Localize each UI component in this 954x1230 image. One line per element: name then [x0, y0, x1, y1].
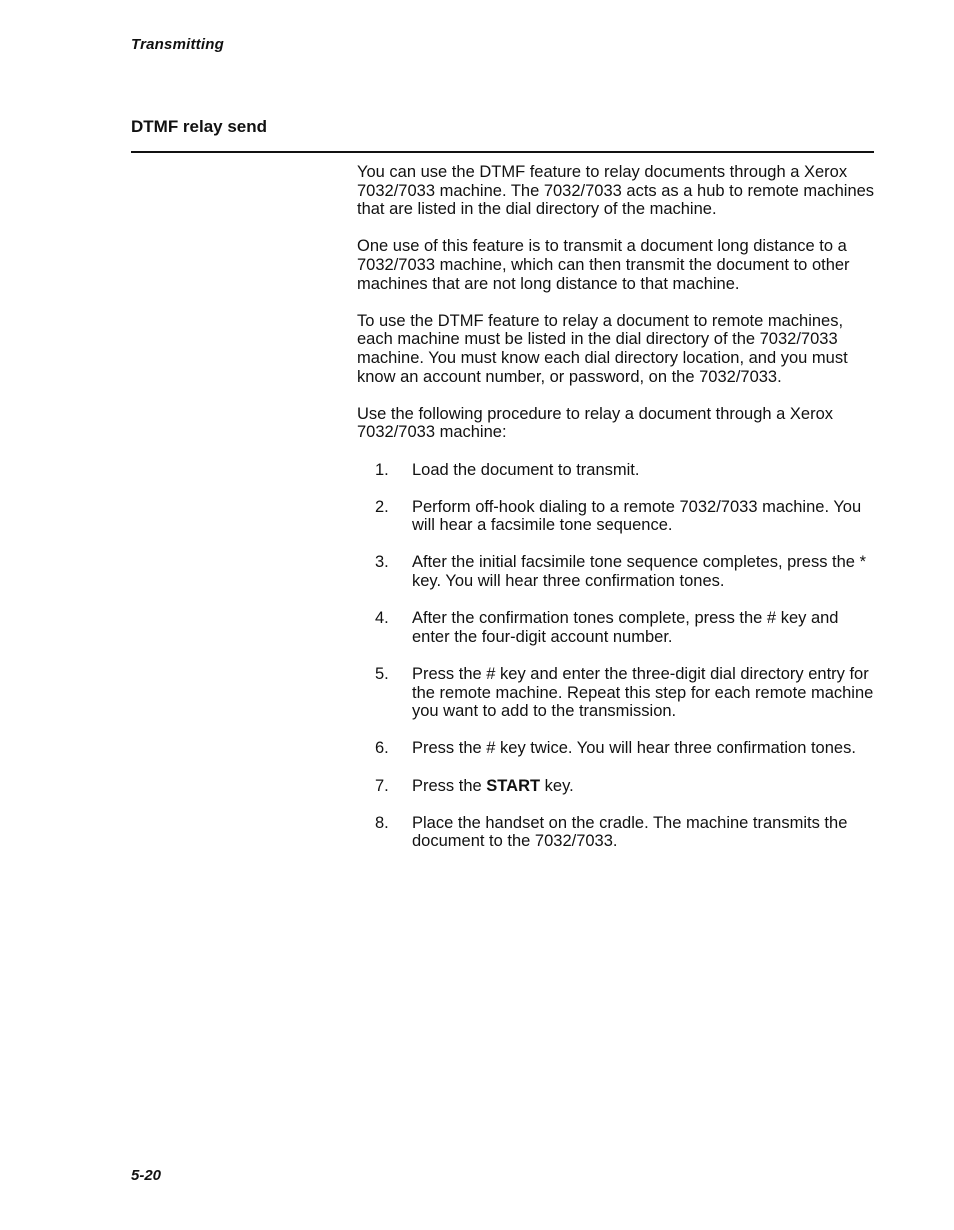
step-text: After the confirmation tones complete, press the # key and enter the four-digit account number.: [412, 609, 839, 646]
step-text: After the initial facsimile tone sequence completes, press the * key. You will hear three confirmation tones.: [412, 553, 866, 591]
section-divider: [131, 151, 874, 153]
paragraph-use-case: One use of this feature is to transmit a document long distance to a 7032/7033 machine, which can then transmit the document to other machines that are not long distance to that machine.: [357, 237, 850, 293]
step-number: 5.: [375, 665, 389, 684]
procedure-step: [357, 777, 877, 796]
paragraph-procedure-intro: Use the following procedure to relay a document through a Xerox 7032/7033 machine:: [357, 404, 834, 442]
page-number: 5-20: [131, 1167, 162, 1184]
step-text: Perform off-hook dialing to a remote 7032/7033 machine. You will hear a facsimile tone sequence.: [412, 497, 862, 535]
procedure-step: [357, 814, 877, 851]
paragraph-intro: You can use the DTMF feature to relay documents through a Xerox 7032/7033 machine. The 7032/7033 acts as a hub to remote machines that are listed in the dial directory of the machine.: [357, 163, 875, 219]
step-number: 3.: [375, 553, 389, 572]
paragraph-requirements: To use the DTMF feature to relay a document to remote machines, each machine must be listed in the dial directory of the 7032/7033 machine. You must know each dial directory location, and you must know an account number, or password, on the 7032/7033.: [357, 311, 848, 386]
step-text: Press the # key twice. You will hear three confirmation tones.: [412, 739, 856, 758]
step-number: 8.: [375, 813, 389, 832]
start-key-label: START: [486, 776, 541, 795]
step-number: 4.: [375, 609, 389, 628]
procedure-steps: [357, 461, 877, 851]
step-number: 7.: [375, 776, 389, 795]
section-title: DTMF relay send: [131, 117, 268, 136]
step-number: 1.: [375, 460, 389, 479]
procedure-step: [357, 498, 877, 535]
step-text-after: key.: [540, 776, 574, 795]
procedure-step: [357, 665, 877, 721]
procedure-step: [357, 461, 877, 480]
step-text: Load the document to transmit.: [412, 460, 640, 479]
step-text: Press the # key and enter the three-digit dial directory entry for the remote machine. Repeat this step for each remote machine you want to add to the transmission.: [412, 665, 874, 721]
running-header: Transmitting: [131, 36, 224, 53]
step-text-before: Press the: [412, 776, 487, 795]
procedure-step: [357, 609, 877, 646]
step-number: 6.: [375, 739, 389, 758]
body-content: [357, 163, 877, 870]
step-text: Place the handset on the cradle. The machine transmits the document to the 7032/7033.: [412, 813, 848, 851]
step-number: 2.: [375, 497, 389, 516]
procedure-step: [357, 553, 877, 590]
procedure-step: [357, 739, 877, 758]
